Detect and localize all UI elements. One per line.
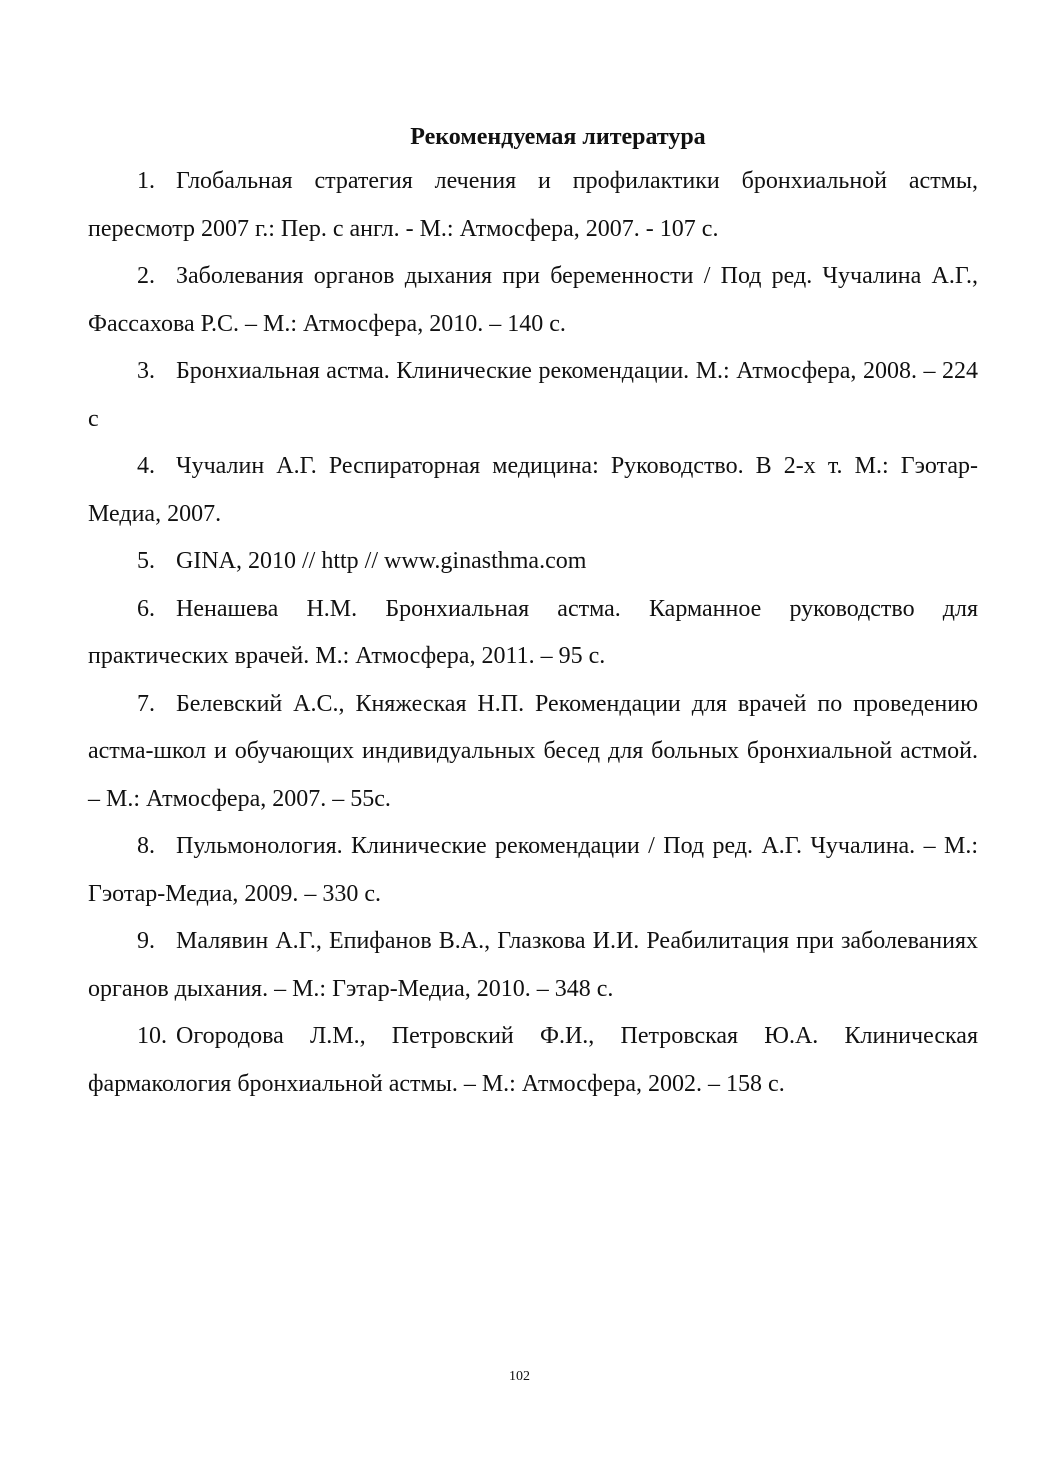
reference-text: Бронхиальная астма. Клинические рекомендации. М.: Атмосфера, 2008. – 224 с: [88, 358, 978, 432]
page-number: 102: [509, 1369, 530, 1384]
reference-number: 8.: [137, 833, 155, 859]
reference-item: [88, 253, 978, 348]
reference-text: Малявин А.Г., Епифанов В.А., Глазкова И.И. Реабилитация при заболеваниях органов дыхания. – М.: Гэтар-Медиа, 2010. – 348 с.: [88, 928, 978, 1002]
reference-number: 9.: [137, 928, 155, 954]
reference-text: Пульмонология. Клинические рекомендации / Под ред. А.Г. Чучалина. – М.: Гэотар-Медиа, 2009. – 330 с.: [88, 833, 978, 907]
reference-item: [88, 823, 978, 918]
reference-text: Огородова Л.М., Петровский Ф.И., Петровская Ю.А. Клиническая фармакология бронхиальной астмы. – М.: Атмосфера, 2002. – 158 с.: [88, 1023, 978, 1097]
reference-item: [88, 348, 978, 443]
reference-text: Глобальная стратегия лечения и профилактики бронхиальной астмы, пересмотр 2007 г.: Пер. с англ. - М.: Атмосфера, 2007. - 107 с.: [88, 168, 978, 242]
reference-number: 3.: [137, 358, 155, 384]
reference-number: 6.: [137, 595, 155, 622]
reference-number: 2.: [137, 263, 155, 289]
reference-text: Белевский А.С., Княжеская Н.П. Рекомендации для врачей по проведению астма-школ и обучающих индивидуальных бесед для больных бронхиальной астмой. – М.: Атмосфера, 2007. – 55с.: [88, 690, 978, 812]
reference-number: 7.: [137, 690, 155, 717]
reference-item: [88, 158, 978, 253]
reference-number: 10.: [137, 1023, 167, 1049]
reference-text: Чучалин А.Г. Респираторная медицина: Руководство. В 2-х т. М.: Гэотар-Медиа, 2007.: [88, 453, 978, 527]
reference-text: Заболевания органов дыхания при беременности / Под ред. Чучалина А.Г., Фассахова Р.С. – М.: Атмосфера, 2010. – 140 с.: [88, 263, 978, 337]
reference-item: [88, 681, 978, 824]
reference-text: GINA, 2010 // http // www.ginasthma.com: [176, 548, 587, 574]
reference-item: [88, 1013, 978, 1108]
page-heading: Рекомендуемая литература: [410, 124, 706, 150]
reference-number: 4.: [137, 453, 155, 479]
reference-number: 5.: [137, 548, 155, 574]
reference-item: [88, 538, 978, 586]
reference-item: [88, 918, 978, 1013]
reference-item: [88, 443, 978, 538]
document-page: [88, 122, 978, 1108]
reference-text: Ненашева Н.М. Бронхиальная астма. Карманное руководство для практических врачей. М.: Атмосфера, 2011. – 95 с.: [88, 595, 978, 669]
reference-list: [88, 158, 978, 1108]
reference-number: 1.: [137, 168, 155, 194]
reference-item: [88, 586, 978, 681]
